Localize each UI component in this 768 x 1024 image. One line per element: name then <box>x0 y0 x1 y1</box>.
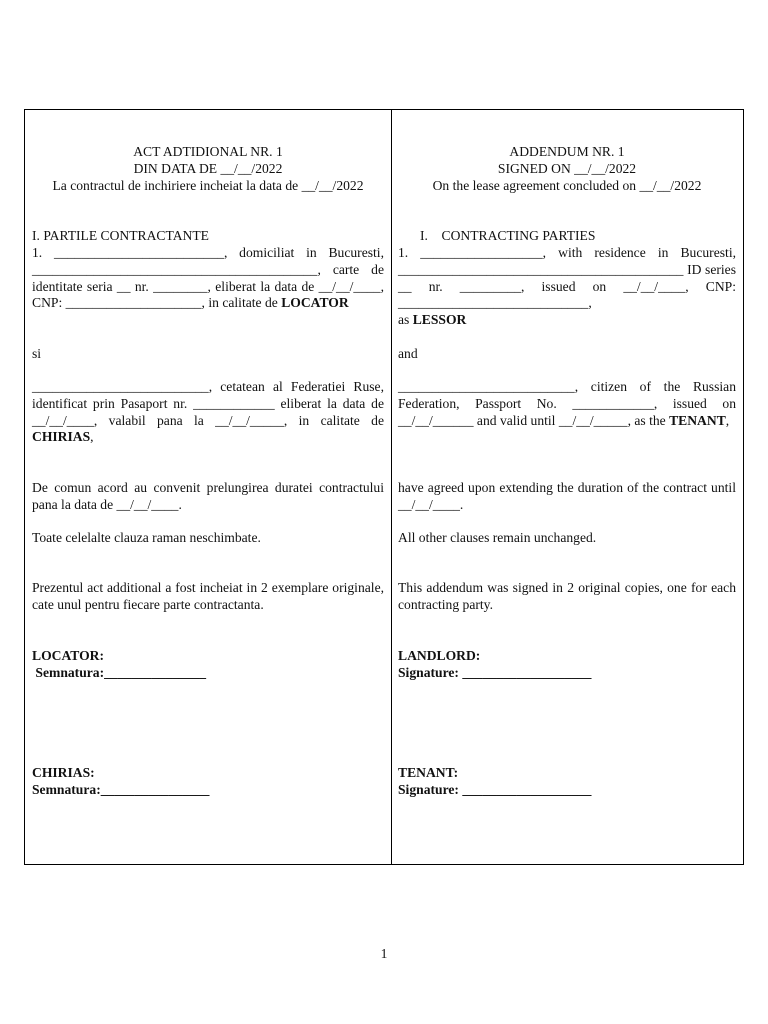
romanian-column <box>25 110 392 864</box>
party2-text-en: __________________________, citizen of the Russian Federation, Passport No. ____________, issued on __/__/______ and valid until __/__/_____, as the <box>398 379 736 428</box>
copies-ro: Prezentul act additional a fost incheiat in 2 exemplare originale, cate unul pentru fiecare parte contractanta. <box>32 580 384 612</box>
party2-role-en: TENANT <box>669 412 726 428</box>
sig1-role-ro: LOCATOR: <box>32 648 105 663</box>
party1-text-ro: 1. _________________________, domiciliat in Bucuresti, __________________________________________, carte de identitate seria __ nr. ________, eliberat la data de __/__/____, CNP: ____________________, in calitate de <box>32 245 384 311</box>
page-number: 1 <box>380 946 388 961</box>
party1-prefix-en: as <box>398 312 410 327</box>
contract-table <box>24 109 744 865</box>
sig2-line-ro: Semnatura:________________ <box>32 781 210 797</box>
copies-en: This addendum was signed in 2 original copies, one for each contracting party. <box>398 580 736 612</box>
conjunction-en: and <box>398 346 418 361</box>
sig1-line-en: Signature: ___________________ <box>398 664 592 680</box>
subtitle-ro: La contractul de inchiriere incheiat la data de __/__/2022 <box>52 177 364 193</box>
party2-suffix-ro: , <box>90 429 94 445</box>
party1-role-ro: LOCATOR <box>281 295 349 311</box>
subtitle-en: On the lease agreement concluded on __/__/2022 <box>432 177 702 193</box>
conjunction-ro: si <box>32 346 42 361</box>
title-en: ADDENDUM NR. 1 <box>509 144 625 159</box>
agreement-en: have agreed upon extending the duration of the contract until __/__/____. <box>398 480 736 512</box>
sig2-role-ro: CHIRIAS: <box>32 765 95 780</box>
party2-role-ro: CHIRIAS <box>32 429 91 445</box>
header-ro <box>32 144 384 194</box>
party1-role-line-en <box>398 312 736 329</box>
sig1-line-ro: Semnatura:_______________ <box>32 664 207 680</box>
other-clauses-ro: Toate celelalte clauza raman neschimbate. <box>32 530 261 545</box>
section-heading-ro: I. PARTILE CONTRACTANTE <box>32 228 209 243</box>
party1-ro <box>32 245 384 312</box>
party2-text-ro: __________________________, cetatean al Federatiei Ruse, identificat prin Pasaport nr. ____________ eliberat la data de __/__/____, valabil pana la __/__/_____, in calitate de <box>32 379 384 428</box>
signature-block-tenant <box>398 765 736 799</box>
party2-ro <box>32 379 384 446</box>
party1-role-en: LESSOR <box>412 312 467 327</box>
title-ro: ACT ADTIDIONAL NR. 1 <box>133 144 283 159</box>
sig2-role-en: TENANT: <box>398 765 459 780</box>
header-en <box>398 144 736 194</box>
party1-en <box>398 245 736 312</box>
party1-text-en: 1. __________________, with residence in Bucuresti, __________________________________________ ID series __ nr. _________, issued on __/__/____, CNP: ____________________________, <box>398 245 736 311</box>
party2-en <box>398 379 736 429</box>
sig2-line-en: Signature: ___________________ <box>398 781 592 797</box>
english-column <box>392 110 743 864</box>
agreement-ro: De comun acord au convenit prelungirea duratei contractului pana la data de __/__/____. <box>32 480 384 512</box>
signature-block-chirias <box>32 765 384 799</box>
sig1-role-en: LANDLORD: <box>398 648 481 663</box>
section-heading-en: I. CONTRACTING PARTIES <box>420 228 596 243</box>
signature-block-landlord <box>398 648 736 682</box>
party2-suffix-en: , <box>725 412 730 428</box>
signature-block-locator <box>32 648 384 682</box>
other-clauses-en: All other clauses remain unchanged. <box>398 530 597 545</box>
date-en: SIGNED ON __/__/2022 <box>497 160 637 176</box>
date-ro: DIN DATA DE __/__/2022 <box>133 160 283 176</box>
